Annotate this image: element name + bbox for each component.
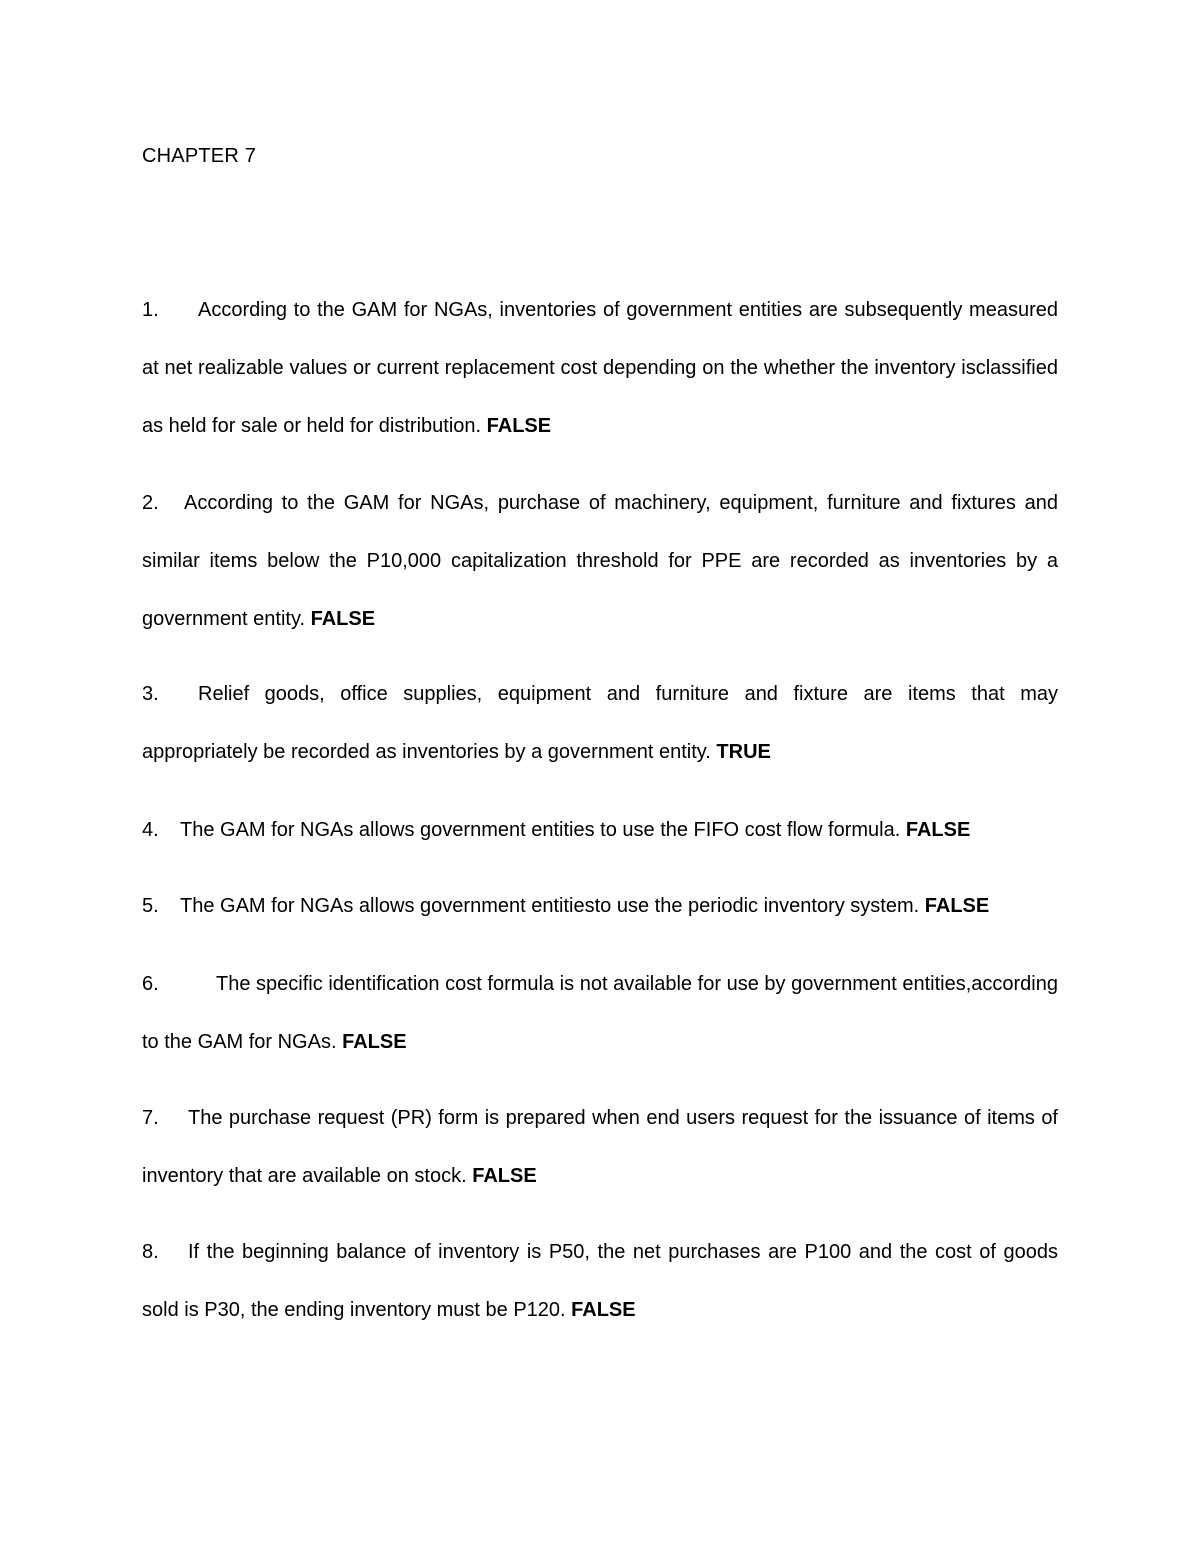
question-text: Relief goods, office supplies, equipment and furniture and fixture are items that may appropriately be recorded as inventories by a government entity. [142, 683, 1058, 763]
question-item [142, 1089, 1058, 1205]
question-text: According to the GAM for NGAs, inventories of government entities are subsequently measured at net realizable values or current replacement cost depending on the whether the inventory isclassified as held for sale or held for distribution. [142, 299, 1058, 437]
question-answer: FALSE [486, 415, 552, 437]
question-answer: FALSE [924, 895, 990, 917]
question-number: 6. [142, 973, 159, 995]
question-item [142, 955, 1058, 1071]
question-text: The GAM for NGAs allows government entities to use the FIFO cost flow formula. [180, 819, 901, 841]
question-item [142, 281, 1058, 455]
question-item [142, 474, 1058, 648]
question-text: The GAM for NGAs allows government entitiesto use the periodic inventory system. [180, 895, 920, 917]
question-item [142, 1223, 1058, 1339]
question-number: 7. [142, 1107, 159, 1129]
question-item [142, 801, 1058, 859]
question-answer: FALSE [310, 608, 376, 630]
question-number: 8. [142, 1241, 159, 1263]
question-item [142, 877, 1058, 935]
question-answer: FALSE [472, 1165, 537, 1187]
question-text: According to the GAM for NGAs, purchase of machinery, equipment, furniture and fixtures and similar items below the P10,000 capitalization threshold for PPE are recorded as inventories by a government entity. [142, 492, 1058, 630]
question-answer: TRUE [716, 741, 771, 763]
question-answer: FALSE [571, 1299, 636, 1321]
chapter-title: CHAPTER 7 [142, 145, 257, 167]
question-number: 3. [142, 683, 159, 705]
question-item [142, 665, 1058, 781]
question-text: The purchase request (PR) form is prepared when end users request for the issuance of items of inventory that are available on stock. [142, 1107, 1058, 1187]
question-number: 5. [142, 895, 159, 917]
question-text: If the beginning balance of inventory is P50, the net purchases are P100 and the cost of goods sold is P30, the ending inventory must be P120. [142, 1241, 1058, 1321]
question-answer: FALSE [342, 1031, 407, 1053]
question-answer: FALSE [905, 819, 971, 841]
question-number: 4. [142, 819, 159, 841]
question-text: The specific identification cost formula is not available for use by government entities,according to the GAM for NGAs. [142, 973, 1058, 1053]
question-number: 1. [142, 299, 159, 321]
question-number: 2. [142, 492, 159, 514]
